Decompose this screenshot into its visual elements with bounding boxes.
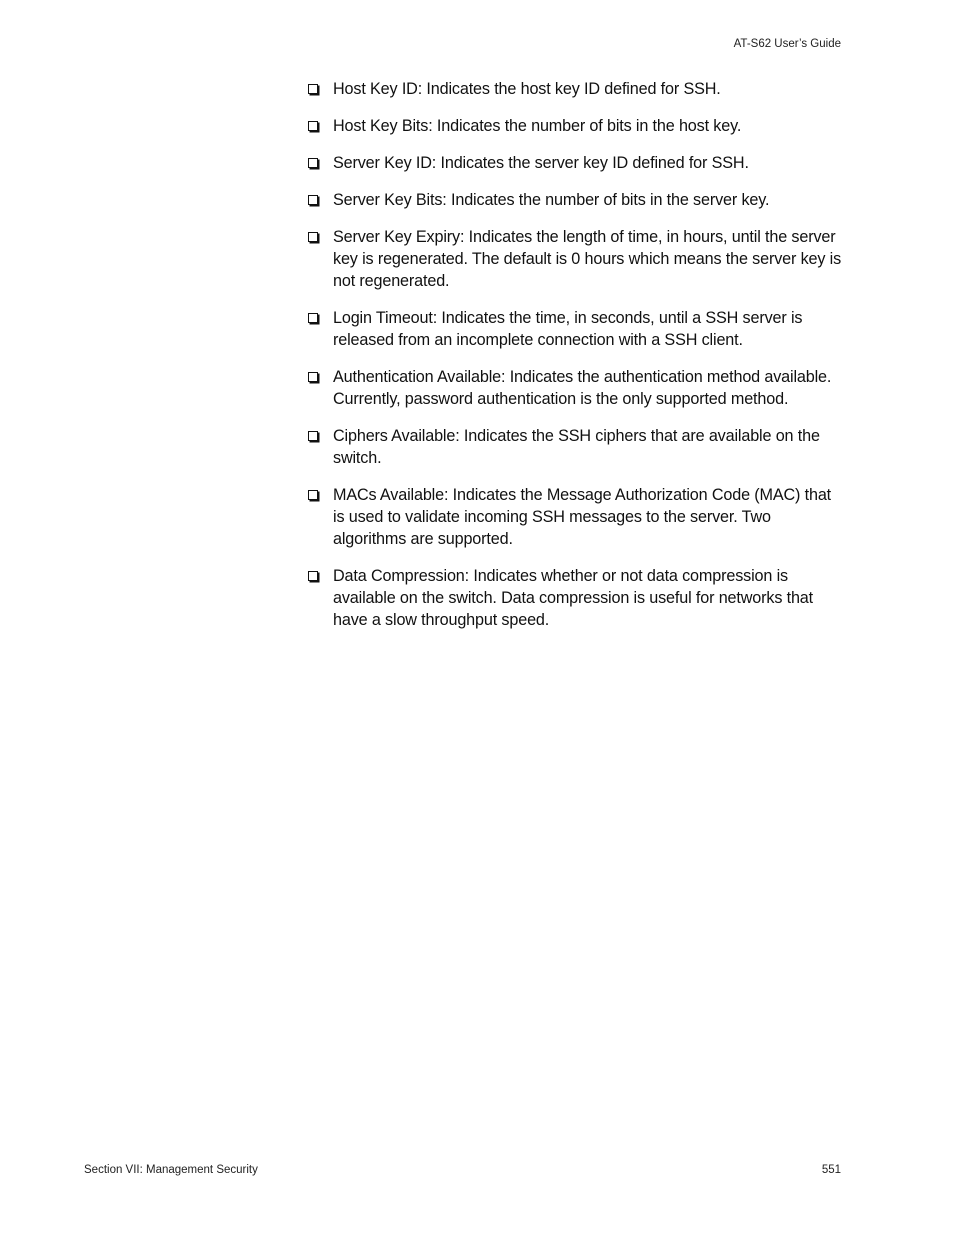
list-item-text: MACs Available: Indicates the Message Authorization Code (MAC) that is used to validate incoming SSH messages to the server. Two algorithms are supported.: [333, 486, 832, 548]
list-item: [308, 307, 842, 351]
list-item-text: Server Key ID: Indicates the server key ID defined for SSH.: [333, 154, 749, 172]
checkbox-bullet-icon: [308, 121, 318, 131]
running-header: AT-S62 User’s Guide: [733, 38, 841, 50]
list-item-text: Host Key Bits: Indicates the number of bits in the host key.: [333, 117, 742, 135]
checkbox-bullet-icon: [308, 372, 318, 382]
list-item: [308, 226, 842, 292]
list-item: [308, 78, 842, 100]
checkbox-bullet-icon: [308, 158, 318, 168]
list-item-text: Host Key ID: Indicates the host key ID defined for SSH.: [333, 80, 721, 98]
list-item-text: Login Timeout: Indicates the time, in seconds, until a SSH server is released from an incomplete connection with a SSH client.: [333, 309, 803, 349]
list-item: [308, 115, 842, 137]
list-item-text: Server Key Bits: Indicates the number of bits in the server key.: [333, 191, 770, 209]
checkbox-bullet-icon: [308, 232, 318, 242]
checkbox-bullet-icon: [308, 490, 318, 500]
checkbox-bullet-icon: [308, 195, 318, 205]
list-item: [308, 565, 842, 631]
list-item: [308, 152, 842, 174]
page-footer: [84, 1164, 841, 1176]
list-item-text: Authentication Available: Indicates the authentication method available. Currently, password authentication is the only supported method.: [333, 368, 832, 408]
list-item-text: Data Compression: Indicates whether or not data compression is available on the switch. Data compression is useful for networks that have a slow throughput speed.: [333, 567, 814, 629]
list-item: [308, 189, 842, 211]
list-item-text: Ciphers Available: Indicates the SSH ciphers that are available on the switch.: [333, 427, 820, 467]
list-item: [308, 425, 842, 469]
checkbox-bullet-icon: [308, 571, 318, 581]
list-item: [308, 484, 842, 550]
page-number: 551: [821, 1164, 841, 1176]
checkbox-bullet-icon: [308, 313, 318, 323]
checkbox-bullet-icon: [308, 84, 318, 94]
list-item: [308, 366, 842, 410]
footer-section-title: Section VII: Management Security: [84, 1164, 258, 1176]
list-item-text: Server Key Expiry: Indicates the length of time, in hours, until the server key is regenerated. The default is 0 hours which means the server key is not regenerated.: [333, 228, 842, 290]
field-description-list: [308, 78, 842, 646]
checkbox-bullet-icon: [308, 431, 318, 441]
